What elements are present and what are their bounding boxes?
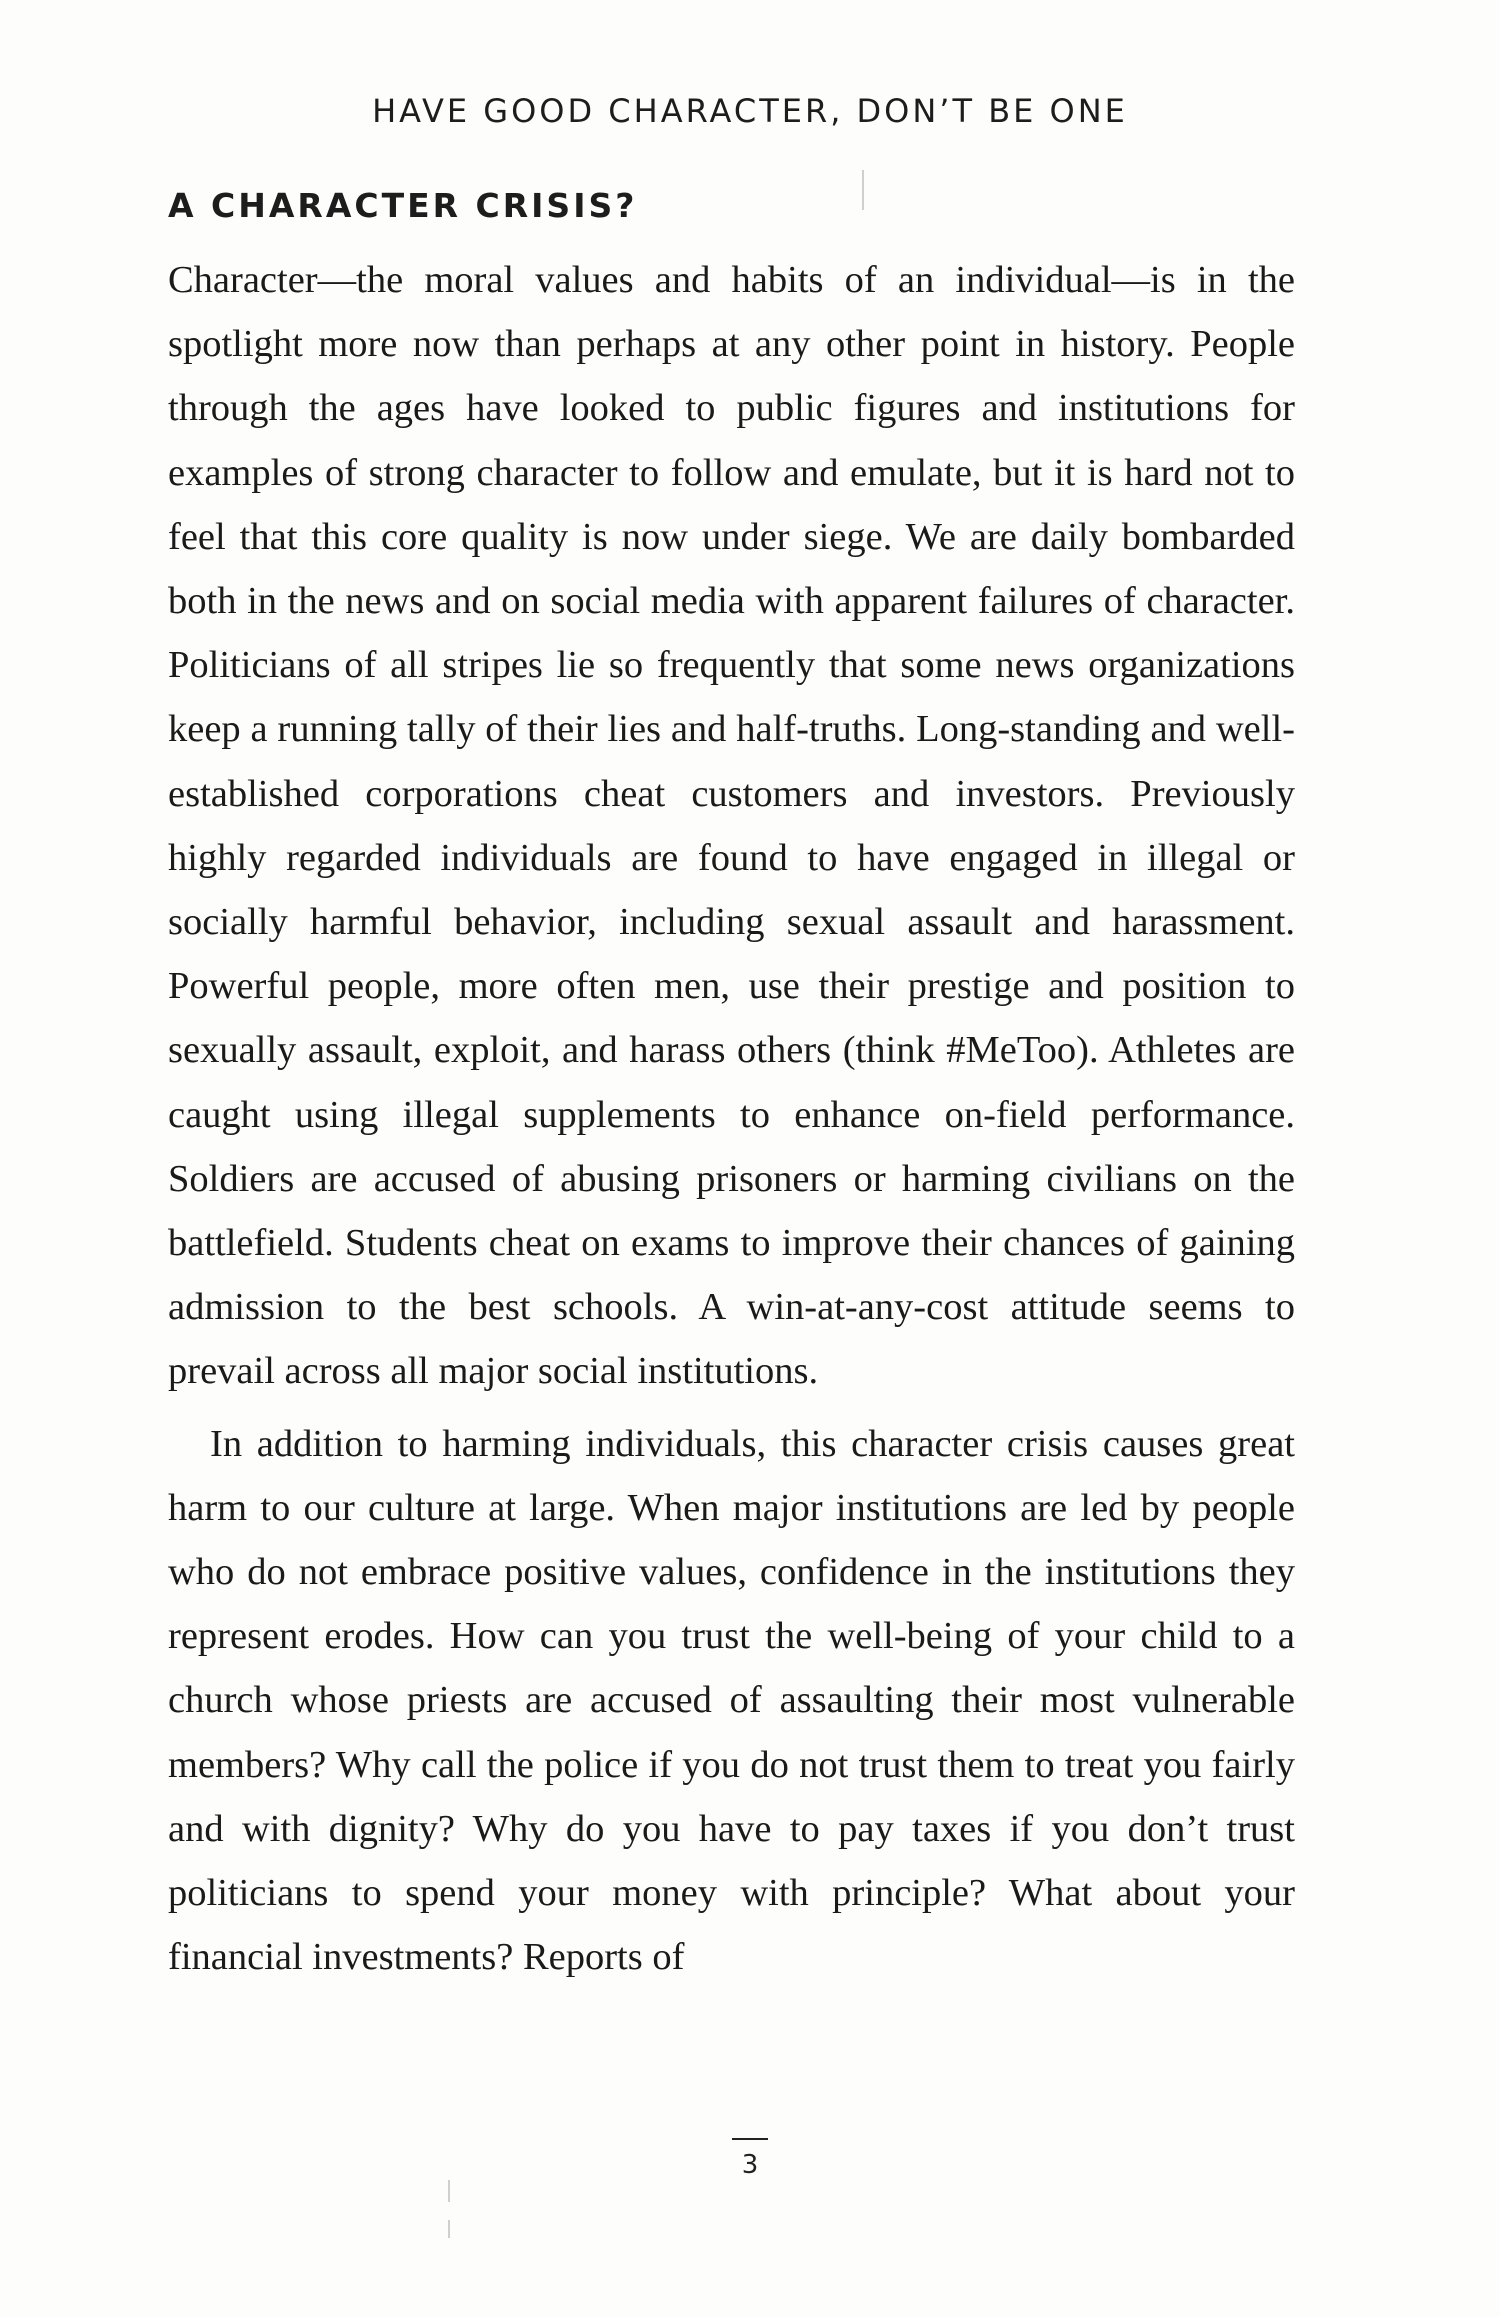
body-text bbox=[168, 248, 1295, 1989]
scan-artifact bbox=[862, 170, 864, 210]
page-number: 3 bbox=[741, 2150, 759, 2180]
scan-artifact bbox=[448, 2220, 450, 2238]
running-head: HAVE GOOD CHARACTER, DON’T BE ONE bbox=[372, 92, 1128, 130]
page-footer bbox=[0, 2138, 1500, 2180]
scan-artifact bbox=[448, 2180, 450, 2202]
page-number-rule bbox=[732, 2138, 768, 2140]
paragraph: In addition to harming individuals, this character crisis causes great harm to our culture at large. When major institutions are led by people who do not embrace positive values, confidence in the institutions they represent erodes. How can you trust the well-being of your child to a church whose priests are accused of assaulting their most vulnerable members? Why call the police if you do not trust them to treat you fairly and with dignity? Why do you have to pay taxes if you don’t trust politicians to spend your money with principle? What about your financial investments? Reports of bbox=[168, 1422, 1295, 1979]
paragraph: Character—the moral values and habits of an individual—is in the spotlight more now than perhaps at any other point in history. People through the ages have looked to public figures and institutions for examples of strong character to follow and emulate, but it is hard not to feel that this core quality is now under siege. We are daily bombarded both in the news and on social media with apparent failures of character. Politicians of all stripes lie so frequently that some news organizations keep a running tally of their lies and half-truths. Long-standing and well-established corporations cheat customers and investors. Previously highly regarded individuals are found to have engaged in illegal or socially harmful behavior, including sexual assault and harassment. Powerful people, more often men, use their prestige and position to sexually assault, exploit, and harass others (think #MeToo). Athletes are caught using illegal supplements to enhance on-field performance. Soldiers are accused of abusing prisoners or harming civilians on the battlefield. Students cheat on exams to improve their chances of gaining admission to the best schools. A win-at-any-cost attitude seems to prevail across all major social institutions. bbox=[168, 259, 1295, 1393]
section-heading: A CHARACTER CRISIS? bbox=[168, 186, 638, 225]
